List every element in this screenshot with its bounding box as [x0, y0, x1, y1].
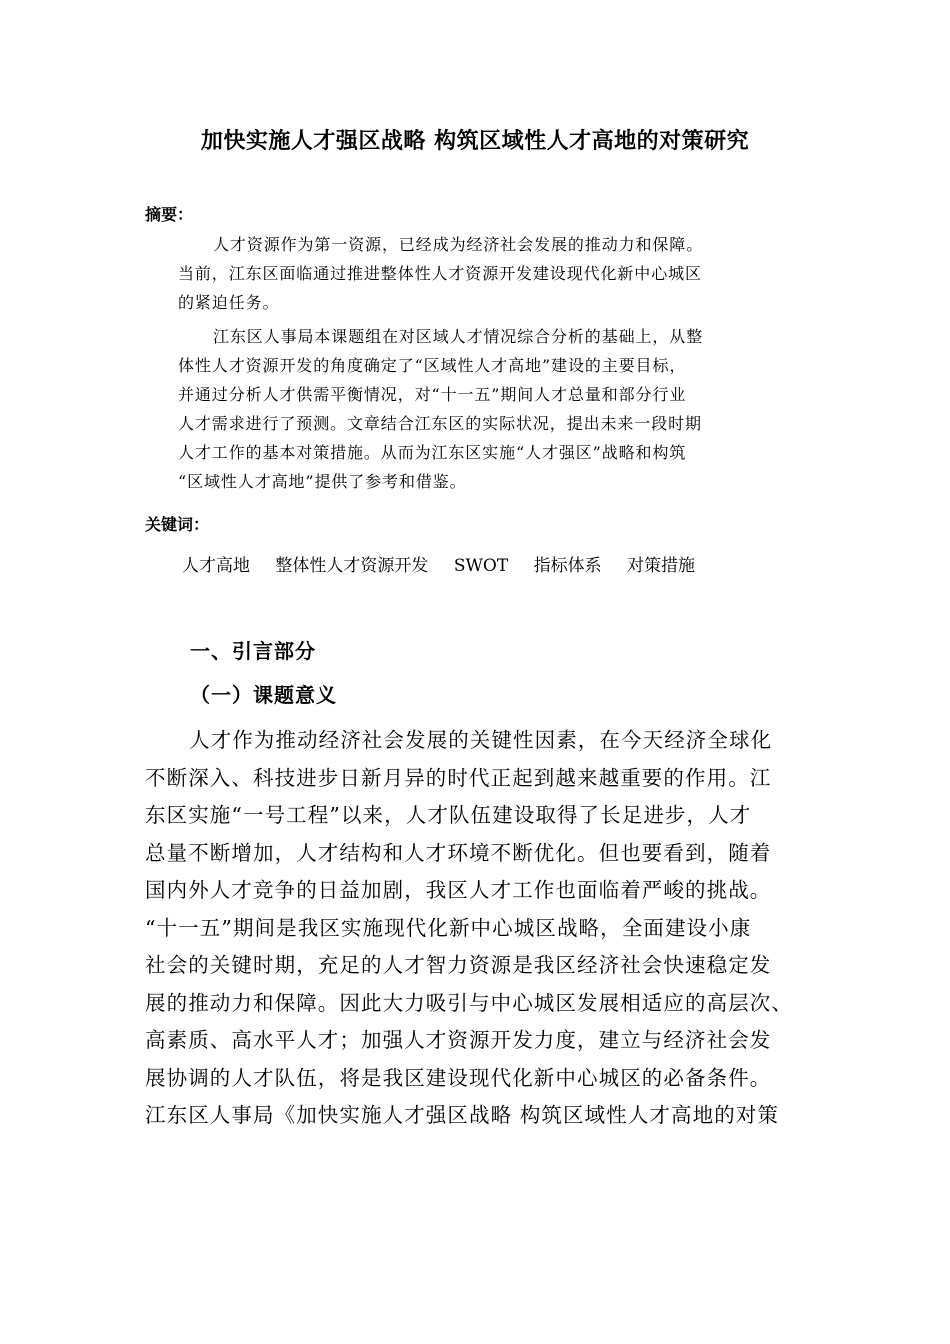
abstract-paragraph-2: [178, 322, 778, 496]
keyword: 对策措施: [627, 556, 696, 576]
body-line: 不断深入、科技进步日新月异的时代正起到越来越重要的作用。江: [145, 765, 772, 790]
document-title: 加快实施人才强区战略 构筑区域性人才高地的对策研究: [200, 128, 750, 154]
body-line: 高素质、高水平人才；加强人才资源开发力度，建立与经济社会发: [145, 1028, 772, 1052]
section-heading: 一、引言部分: [190, 639, 316, 663]
abstract-label: 摘要：: [145, 205, 194, 224]
keywords-list: [182, 552, 715, 580]
keyword: 人才高地: [182, 556, 250, 576]
body-line: 东区实施“一号工程”以来，人才队伍建设取得了长足进步，人才: [145, 803, 752, 827]
abstract-line: 体性人才资源开发的角度确定了“区域性人才高地”建设的主要目标，: [178, 356, 687, 375]
body-paragraph: [145, 722, 815, 1135]
abstract-line: 人才资源作为第一资源，已经成为经济社会发展的推动力和保障。: [213, 235, 704, 254]
keywords-label: 关键词：: [145, 515, 210, 534]
body-line: 总量不断增加，人才结构和人才环境不断优化。但也要看到，随着: [145, 840, 772, 865]
abstract-line: 当前，江东区面临通过推进整体性人才资源开发建设现代化新中心城区: [178, 264, 702, 283]
body-line: 展协调的人才队伍，将是我区建设现代化新中心城区的必备条件。: [145, 1065, 772, 1090]
subsection-heading: （一）课题意义: [190, 683, 337, 707]
body-line: “十一五”期间是我区实施现代化新中心城区战略，全面建设小康: [145, 915, 752, 940]
abstract-line: “区域性人才高地”提供了参考和借鉴。: [178, 472, 467, 491]
abstract-paragraph-1: [178, 230, 778, 317]
abstract-line: 江东区人事局本课题组在对区域人才情况综合分析的基础上，从整: [213, 327, 704, 346]
keyword: 指标体系: [533, 556, 602, 576]
body-line: 社会的关键时期，充足的人才智力资源是我区经济社会快速稳定发: [145, 953, 772, 977]
body-line: 江东区人事局《加快实施人才强区战略 构筑区域性人才高地的对策: [145, 1103, 780, 1127]
body-line: 展的推动力和保障。因此大力吸引与中心城区发展相适应的高层次、: [145, 990, 793, 1015]
body-line: 人才作为推动经济社会发展的关键性因素，在今天经济全球化: [189, 728, 773, 752]
body-line: 国内外人才竞争的日益加剧，我区人才工作也面临着严峻的挑战。: [145, 878, 772, 902]
abstract-line: 的紧迫任务。: [178, 293, 280, 312]
keyword: 整体性人才资源开发: [275, 556, 429, 576]
abstract-line: 人才需求进行了预测。文章结合江东区的实际状况，提出未来一段时期: [178, 414, 702, 433]
abstract-line: 人才工作的基本对策措施。从而为江东区实施“人才强区”战略和构筑: [178, 443, 687, 462]
keyword: SWOT: [453, 556, 509, 576]
abstract-line: 并通过分析人才供需平衡情况，对“十一五”期间人才总量和部分行业: [178, 385, 687, 404]
